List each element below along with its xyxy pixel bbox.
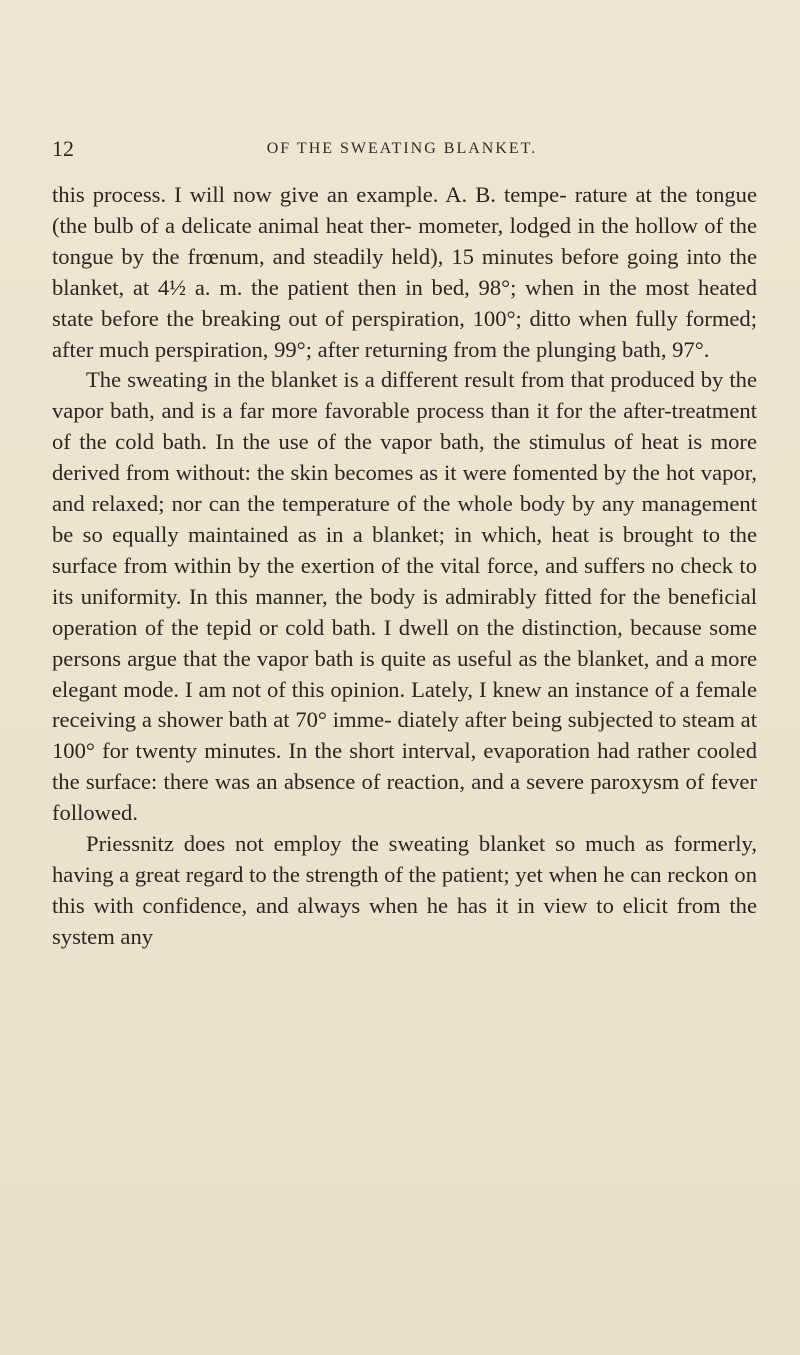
paragraph-priessnitz: Priessnitz does not employ the sweating blanket so much as formerly, having a great regard to the strength of the patient; yet when he can reckon on this with confidence, and always when he has it in view to elicit from the system any <box>52 831 757 949</box>
body-text <box>52 180 757 953</box>
running-head <box>52 136 752 170</box>
paragraph-continuation: this process. I will now give an example. A. B. tempe- rature at the tongue (the bulb of a delicate animal heat ther- mometer, lodged in the hollow of the tongue by the frœnum, and steadily held), 15 minutes before going into the blanket, at 4½ a. m. the patient then in bed, 98°; when in the most heated state before the breaking out of perspiration, 100°; ditto when fully formed; after much perspiration, 99°; after returning from the plunging bath, 97°. <box>52 182 757 362</box>
running-title: OF THE SWEATING BLANKET. <box>266 140 538 157</box>
paragraph-vapor-bath: The sweating in the blanket is a different result from that produced by the vapor bath, and is a far more favorable process than it for the after-treatment of the cold bath. In the use of the vapor bath, the stimulus of heat is more derived from without: the skin becomes as it were fomented by the hot vapor, and relaxed; nor can the temperature of the whole body by any management be so equally maintained as in a blanket; in which, heat is brought to the surface from within by the exertion of the vital force, and suffers no check to its uniformity. In this manner, the body is admirably fitted for the beneficial operation of the tepid or cold bath. I dwell on the distinction, because some persons argue that the vapor bath is quite as useful as the blanket, and a more elegant mode. I am not of this opinion. Lately, I knew an instance of a female receiving a shower bath at 70° imme- diately after being subjected to steam at 100° for twenty minutes. In the short interval, evaporation had rather cooled the surface: there was an absence of reaction, and a severe paroxysm of fever followed. <box>52 367 757 826</box>
page-number: 12 <box>52 136 74 161</box>
